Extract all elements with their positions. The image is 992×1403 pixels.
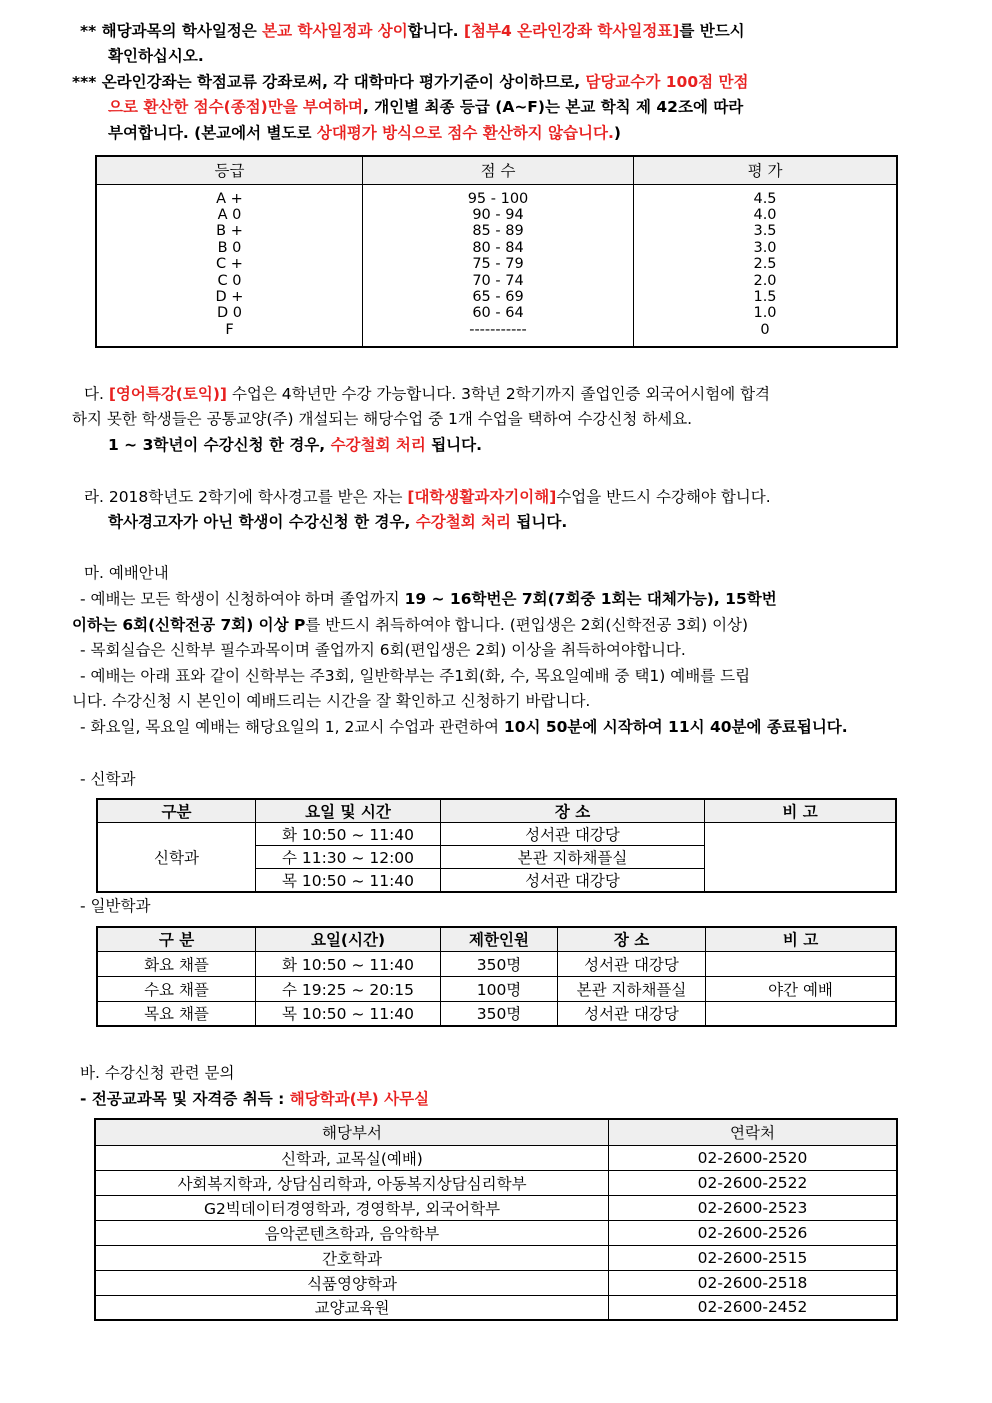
note-2-mid: , 개인별 최종 등급 (A~F)는 본교 학칙 제 42조에 따라: [362, 98, 744, 116]
section-ba-subtitle-highlight: 해당학과(부) 사무실: [289, 1090, 430, 1108]
contact-phone-cell: 02-2600-2522: [609, 1170, 898, 1195]
grade-point: 2.0: [753, 272, 777, 289]
grade-value: C 0: [217, 272, 242, 289]
contact-phone-cell: 02-2600-2526: [609, 1220, 898, 1245]
general-label: - 일반학과: [80, 897, 151, 915]
section-da-highlight: [영어특강(토익)]: [108, 385, 228, 403]
general-place-cell: 성서관 대강당: [558, 1001, 706, 1026]
score-column: [363, 184, 634, 347]
grade-header-point: 평 가: [634, 156, 898, 184]
general-type-cell: 화요 채플: [97, 951, 256, 976]
contact-phone-cell: 02-2600-2515: [609, 1245, 898, 1270]
general-header-category: 구 분: [97, 927, 256, 951]
general-time-cell: 화 10:50 ~ 11:40: [256, 951, 441, 976]
note-2-highlight-3: 상대평가 방식으로 점수 환산하지 않습니다.: [316, 124, 614, 142]
section-ma-p1-end: 를 반드시 취득하여야 합니다. (편입생은 2회(신학전공 3회) 이상): [305, 616, 749, 634]
contact-dept-cell: 간호학과: [95, 1245, 609, 1270]
contact-phone-cell: 02-2600-2452: [609, 1295, 898, 1320]
general-capacity-cell: 100명: [441, 976, 558, 1001]
section-da-end: 됩니다.: [425, 436, 483, 454]
grade-point: 4.5: [753, 190, 777, 207]
note-2-line-2: [108, 96, 743, 118]
contact-table: [94, 1118, 898, 1321]
note-2-highlight-2: 으로 환산한 점수(종점)만을 부여하며: [108, 98, 363, 116]
theology-chapel-table: [96, 798, 897, 893]
section-da-line-2: 하지 못한 학생들은 공통교양(주) 개설되는 해당수업 중 1개 수업을 택하여 수강신청 하세요.: [72, 410, 693, 428]
note-1-prefix: ** 해당과목의 학사일정은: [80, 22, 263, 40]
section-da-prefix: 다.: [84, 385, 109, 403]
general-place-cell: 본관 지하채플실: [558, 976, 706, 1001]
general-header-place: 장 소: [558, 927, 706, 951]
section-ra-line-1: [84, 486, 771, 508]
section-ma-para-1-line-2: [72, 614, 748, 636]
grade-point: 2.5: [753, 256, 777, 273]
note-2-highlight-1: 담당교수가 100점 만점: [585, 73, 749, 91]
theology-header-category: 구분: [97, 799, 256, 823]
grade-value: C +: [216, 256, 243, 273]
score-range: 60 - 64: [472, 305, 524, 322]
section-ma-p4-text: - 화요일, 목요일 예배는 해당요일의 1, 2교시 수업과 관련하여: [80, 718, 504, 736]
section-ba-title: 바. 수강신청 관련 문의: [80, 1064, 235, 1082]
general-header-note: 비 고: [706, 927, 897, 951]
section-ra-highlight: [대학생활과자기이해]: [407, 488, 557, 506]
grade-value: B 0: [217, 239, 242, 256]
grade-header-grade: 등급: [96, 156, 363, 184]
general-capacity-cell: 350명: [441, 1001, 558, 1026]
score-range: 95 - 100: [467, 190, 529, 207]
theology-header-place: 장 소: [441, 799, 705, 823]
grade-header-score: 점 수: [363, 156, 634, 184]
theology-dept-cell: 신학과: [97, 823, 256, 893]
grade-value: A +: [216, 190, 243, 207]
section-ma-title: 마. 예배안내: [84, 564, 169, 582]
theology-time-cell: 목 10:50 ~ 11:40: [256, 869, 441, 893]
contact-dept-cell: 신학과, 교목실(예배): [95, 1145, 609, 1170]
general-note-cell: [706, 1001, 897, 1026]
grade-point: 3.5: [753, 223, 777, 240]
note-1-mid: 합니다.: [407, 22, 464, 40]
contact-dept-cell: 사회복지학과, 상담심리학과, 아동복지상담심리학부: [95, 1170, 609, 1195]
theology-time-cell: 화 10:50 ~ 11:40: [256, 823, 441, 846]
grade-point: 3.0: [753, 239, 777, 256]
score-range: 75 - 79: [472, 256, 524, 273]
grade-value: A 0: [217, 206, 242, 223]
point-column: [634, 184, 898, 347]
general-type-cell: 수요 채플: [97, 976, 256, 1001]
general-type-cell: 목요 채플: [97, 1001, 256, 1026]
grade-point: 4.0: [753, 206, 777, 223]
grade-column: [96, 184, 363, 347]
note-2-line-1: [72, 71, 748, 93]
note-2-line-3: [108, 122, 621, 144]
grade-point: 0: [760, 321, 770, 338]
section-ra-end: 됩니다.: [511, 513, 568, 531]
score-range: 65 - 69: [472, 288, 524, 305]
section-ma-para-1-line-1: [80, 588, 777, 610]
note-1-highlight-2: [첨부4 온라인강좌 학사일정표]: [463, 22, 680, 40]
theology-label: - 신학과: [80, 770, 136, 788]
general-capacity-cell: 350명: [441, 951, 558, 976]
section-da-withdraw: 수강철회 처리: [330, 436, 426, 454]
general-place-cell: 성서관 대강당: [558, 951, 706, 976]
section-ma-para-2: - 목회실습은 신학부 필수과목이며 졸업까지 6회(편입생은 2회) 이상을 취득하여야합니다.: [80, 641, 686, 659]
section-da-warning: 1 ~ 3학년이 수강신청 한 경우,: [108, 436, 331, 454]
contact-header-phone: 연락처: [609, 1119, 898, 1145]
section-ba-subtitle: [80, 1088, 429, 1110]
grade-point: 1.0: [753, 305, 777, 322]
section-da-line-1: [84, 383, 770, 405]
contact-dept-cell: 식품영양학과: [95, 1270, 609, 1295]
grade-value: D 0: [217, 305, 242, 322]
note-2-line-3-a: 부여합니다. (본교에서 별도로: [108, 124, 317, 142]
score-range: 85 - 89: [472, 223, 524, 240]
theology-header-note: 비 고: [705, 799, 897, 823]
contact-dept-cell: 음악콘텐츠학과, 음악학부: [95, 1220, 609, 1245]
general-note-cell: 야간 예배: [706, 976, 897, 1001]
contact-dept-cell: 교양교육원: [95, 1295, 609, 1320]
note-2-prefix: *** 온라인강좌는 학점교류 강좌로써, 각 대학마다 평가기준이 상이하므로,: [72, 73, 586, 91]
note-2-line-3-b: ): [613, 124, 621, 142]
contact-header-dept: 해당부서: [95, 1119, 609, 1145]
contact-phone-cell: 02-2600-2518: [609, 1270, 898, 1295]
note-1-end: 를 반드시: [679, 22, 745, 40]
general-chapel-table: [96, 926, 897, 1027]
section-ra-line-2: [108, 511, 567, 533]
section-ba-subtitle-text: - 전공교과목 및 자격증 취득 :: [80, 1090, 290, 1108]
section-ma-para-3-line-2: 니다. 수강신청 시 본인이 예배드리는 시간을 잘 확인하고 신청하기 바랍니다.: [72, 692, 591, 710]
note-1-line-2: 확인하십시오.: [108, 47, 204, 65]
contact-phone-cell: 02-2600-2523: [609, 1195, 898, 1220]
grade-point: 1.5: [753, 288, 777, 305]
theology-note-cell: [705, 823, 897, 893]
section-da-line-3: [108, 434, 482, 456]
grade-value: F: [225, 321, 234, 338]
section-ma-p1-bold: 19 ~ 16학번은 7회(7회중 1회는 대체가능), 15학번: [404, 590, 777, 608]
general-note-cell: [706, 951, 897, 976]
grade-table: [95, 155, 898, 348]
theology-header-time: 요일 및 시간: [256, 799, 441, 823]
score-range: 80 - 84: [472, 239, 524, 256]
theology-place-cell: 성서관 대강당: [441, 869, 705, 893]
grade-value: B +: [216, 223, 243, 240]
contact-dept-cell: G2빅데이터경영학과, 경영학부, 외국어학부: [95, 1195, 609, 1220]
section-ma-p1-text: - 예배는 모든 학생이 신청하여야 하며 졸업까지: [80, 590, 405, 608]
theology-place-cell: 본관 지하채플실: [441, 846, 705, 869]
section-ra-withdraw: 수강철회 처리: [415, 513, 512, 531]
grade-value: D +: [215, 288, 244, 305]
section-ma-para-3-line-1: - 예배는 아래 표와 같이 신학부는 주3회, 일반학부는 주1회(화, 수, 목요일예배 중 택1) 예배를 드립: [80, 667, 751, 685]
general-time-cell: 목 10:50 ~ 11:40: [256, 1001, 441, 1026]
score-range: 70 - 74: [472, 272, 524, 289]
section-ra-text-2: 수업을 반드시 수강해야 합니다.: [556, 488, 771, 506]
section-ra-warning: 학사경고자가 아닌 학생이 수강신청 한 경우,: [108, 513, 416, 531]
section-da-text-1: 수업은 4학년만 수강 가능합니다. 3학년 2학기까지 졸업인증 외국어시험에 합격: [227, 385, 771, 403]
score-range: 90 - 94: [472, 206, 524, 223]
section-ma-para-4: [80, 716, 848, 738]
general-header-time: 요일(시간): [256, 927, 441, 951]
contact-phone-cell: 02-2600-2520: [609, 1145, 898, 1170]
general-time-cell: 수 19:25 ~ 20:15: [256, 976, 441, 1001]
general-header-capacity: 제한인원: [441, 927, 558, 951]
theology-place-cell: 성서관 대강당: [441, 823, 705, 846]
section-ra-text-1: 라. 2018학년도 2학기에 학사경고를 받은 자는: [84, 488, 408, 506]
score-range: -----------: [469, 321, 527, 338]
section-ma-p1-bold-2: 이하는 6회(신학전공 7회) 이상 P: [72, 616, 306, 634]
note-1-highlight-1: 본교 학사일정과 상이: [262, 22, 408, 40]
theology-time-cell: 수 11:30 ~ 12:00: [256, 846, 441, 869]
note-1-line-1: [80, 20, 745, 42]
section-ma-p4-bold: 10시 50분에 시작하여 11시 40분에 종료됩니다.: [503, 718, 848, 736]
